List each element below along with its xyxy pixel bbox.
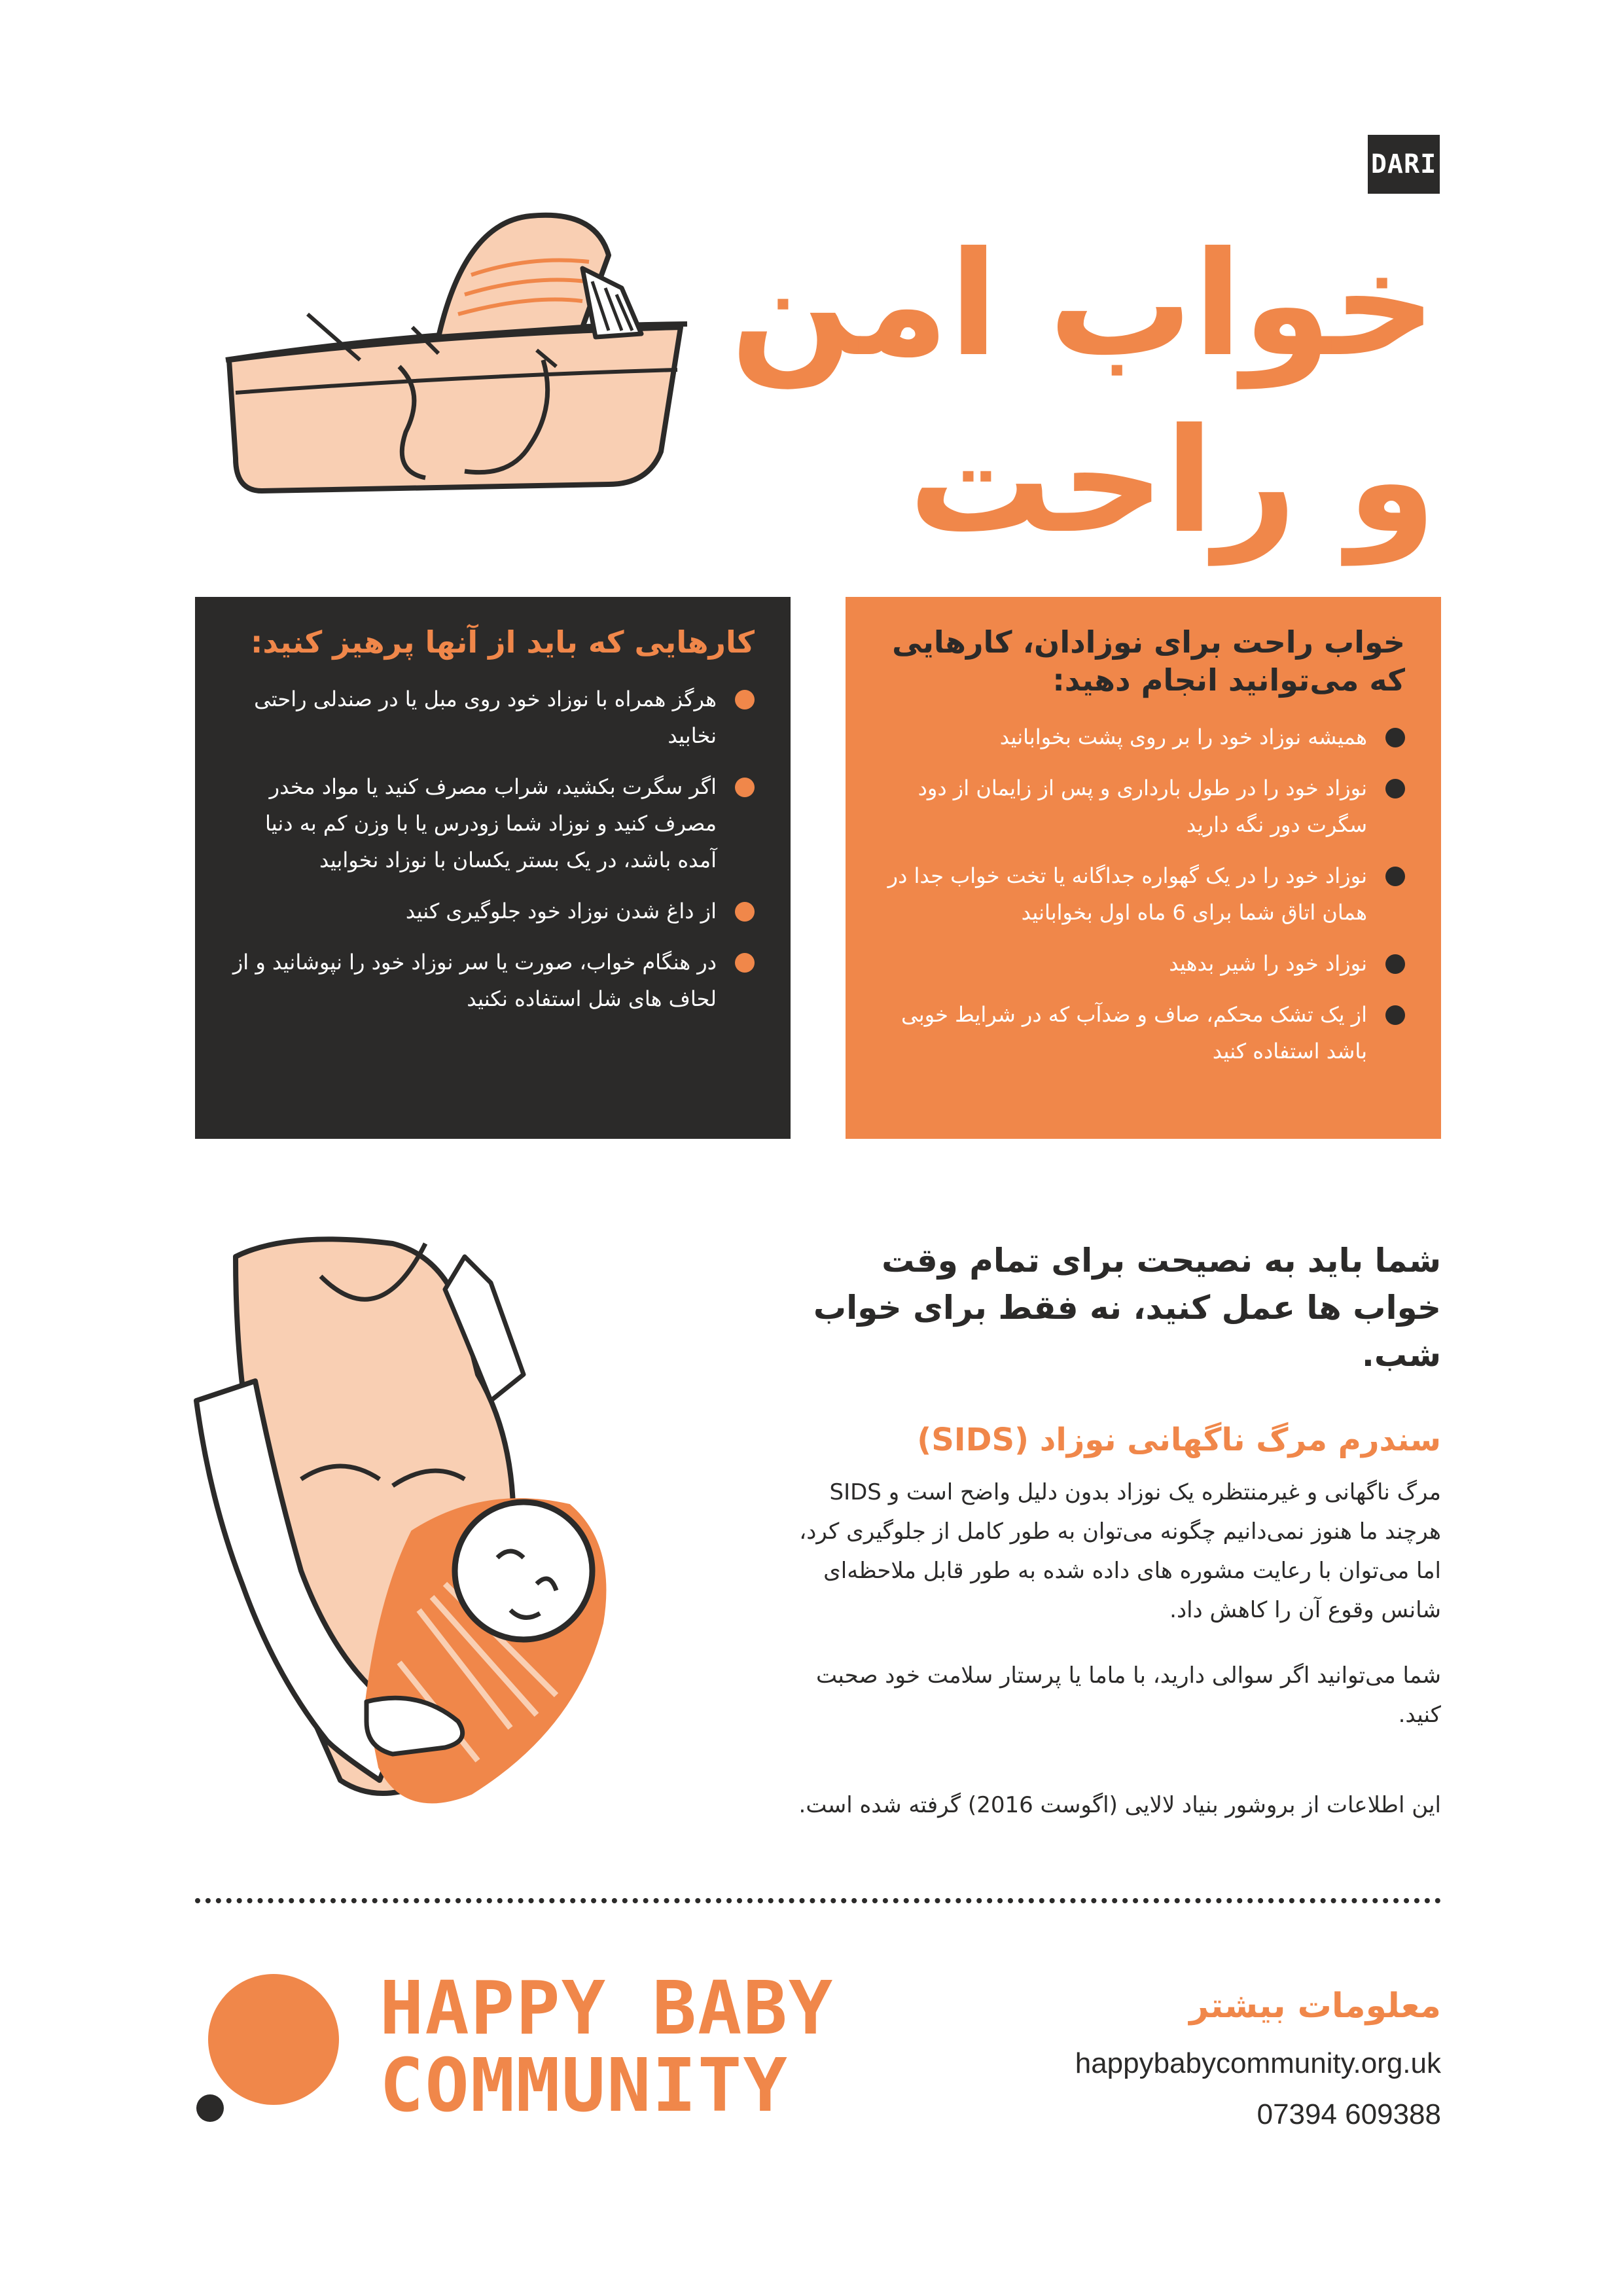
logo-line-2: COMMUNITY [380, 2043, 789, 2128]
avoid-item-text: اگر سگرت بکشید، شراب مصرف کنید یا مواد مخدر مصرف کنید و نوزاد شما زودرس یا با وزن کم به دنیا آمده باشد، در یک بستر یکسان با نوزاد نخوابید [264, 774, 717, 872]
moses-basket-illustration [190, 196, 700, 537]
avoid-item-text: در هنگام خواب، صورت یا سر نوزاد خود را نپوشانید و از لحاف های شل استفاده نکنید [232, 950, 717, 1011]
do-box [846, 597, 1441, 1139]
logo-line-1: HAPPY BABY [380, 1966, 834, 2051]
dotted-divider [195, 1898, 1441, 1903]
avoid-item-text: از داغ شدن نوزاد خود جلوگیری کنید [405, 899, 717, 924]
bullet-dot-icon [1385, 954, 1405, 974]
title-line-2: و راحت [908, 397, 1436, 565]
avoid-list [231, 681, 755, 1017]
source-note: این اطلاعات از بروشور بنیاد لالایی (اگوست 2016) گرفته شده است. [798, 1792, 1441, 1818]
avoid-box [195, 597, 791, 1139]
sids-body: مرگ ناگهانی و غیرمنتظره یک نوزاد بدون دلیل واضح است و SIDS هرچند ما هنوز نمی‌دانیم چگونه می‌توان به طور کامل از جلوگیری کرد، اما می‌توان با رعایت مشوره های داده شده به طور قابل ملاحظه‌ای شانس وقوع آن را کاهش داد. [799, 1479, 1441, 1623]
website-link[interactable]: happybabycommunity.org.uk [1075, 2047, 1441, 2079]
do-list [882, 719, 1405, 1069]
bullet-dot-icon [1385, 1005, 1405, 1025]
phone-number[interactable]: 07394 609388 [1257, 2098, 1441, 2130]
bullet-dot-icon [735, 953, 755, 973]
bullet-dot-icon [1385, 779, 1405, 798]
bullet-dot-icon [1385, 728, 1405, 747]
do-list-item [882, 996, 1405, 1069]
avoid-list-item [231, 768, 755, 878]
sids-contact-note: شما می‌توانید اگر سوالی دارید، با ماما یا پرستار سلامت خود صحبت کنید. [816, 1662, 1441, 1728]
more-info-title: معلومات بیشتر [1189, 1986, 1441, 2026]
do-item-text: همیشه نوزاد خود را بر روی پشت بخوابانید [999, 725, 1367, 749]
do-item-text: نوزاد خود را در طول بارداری و پس از زایمان از دود سگرت دور نگه دارید [918, 776, 1367, 837]
do-item-text: از یک تشک محکم، صاف و ضدآب که در شرایط خوبی باشد استفاده کنید [901, 1002, 1367, 1064]
bullet-dot-icon [735, 778, 755, 797]
do-list-item [882, 857, 1405, 931]
advice-statement: شما باید به نصیحت برای تمام وقت خواب ها عمل کنید، نه فقط برای خواب شب. [813, 1242, 1441, 1374]
avoid-box-heading: کارهایی که باید از آنها پرهیز کنید: [251, 624, 755, 660]
logo-orange-circle-icon [208, 1974, 339, 2105]
do-item-text: نوزاد خود را در یک گهواره جداگانه یا تخت خواب جدا در همان اتاق شما برای 6 ماه اول بخوابانید [887, 863, 1367, 925]
title-line-1: خواب امن [730, 221, 1436, 388]
page-title [586, 216, 1436, 569]
logo-wordmark [380, 1966, 834, 2128]
bullet-dot-icon [735, 902, 755, 922]
do-list-item [882, 945, 1405, 982]
do-item-text: نوزاد خود را شیر بدهید [1169, 951, 1367, 976]
avoid-list-item [231, 681, 755, 754]
sids-heading: سندرم مرگ ناگهانی نوزاد (SIDS) [917, 1422, 1441, 1458]
bullet-dot-icon [735, 690, 755, 709]
do-list-item [882, 719, 1405, 755]
do-list-item [882, 770, 1405, 843]
do-box-heading: خواب راحت برای نوزادان، کارهایی که می‌توانید انجام دهید: [892, 624, 1405, 698]
language-tag: DARI [1368, 135, 1440, 194]
mother-baby-illustration [183, 1204, 654, 1820]
avoid-list-item [231, 893, 755, 929]
bullet-dot-icon [1385, 867, 1405, 886]
avoid-item-text: هرگز همراه با نوزاد خود روی مبل یا در صندلی راحتی نخابید [254, 687, 717, 748]
logo-dark-dot-icon [196, 2094, 224, 2122]
avoid-list-item [231, 944, 755, 1017]
